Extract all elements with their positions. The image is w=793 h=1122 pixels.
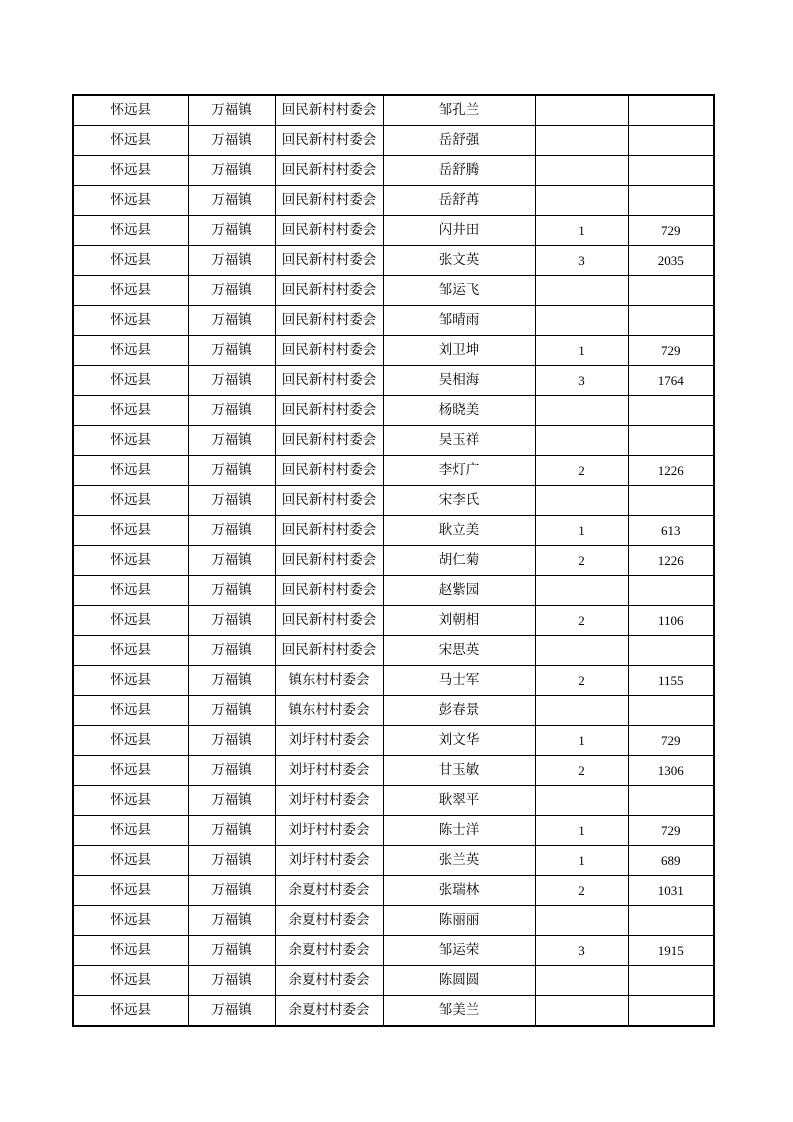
town-cell: 万福镇 <box>188 576 275 606</box>
count-cell <box>535 426 628 456</box>
table-row <box>73 426 714 456</box>
county-cell: 怀远县 <box>73 846 188 876</box>
name-cell: 李灯广 <box>383 456 535 486</box>
amount-cell <box>628 906 714 936</box>
name-cell: 陈丽丽 <box>383 906 535 936</box>
county-cell: 怀远县 <box>73 606 188 636</box>
village-committee-cell: 刘圩村村委会 <box>275 726 383 756</box>
name-cell: 彭春景 <box>383 696 535 726</box>
town-cell: 万福镇 <box>188 366 275 396</box>
village-committee-cell: 余夏村村委会 <box>275 876 383 906</box>
county-cell: 怀远县 <box>73 396 188 426</box>
table-row <box>73 666 714 696</box>
village-committee-cell: 镇东村村委会 <box>275 666 383 696</box>
count-cell <box>535 786 628 816</box>
amount-cell: 1764 <box>628 366 714 396</box>
table-row <box>73 95 714 126</box>
town-cell: 万福镇 <box>188 486 275 516</box>
amount-cell: 1226 <box>628 546 714 576</box>
name-cell: 陈圆圆 <box>383 966 535 996</box>
name-cell: 吴玉祥 <box>383 426 535 456</box>
county-cell: 怀远县 <box>73 456 188 486</box>
village-committee-cell: 刘圩村村委会 <box>275 756 383 786</box>
amount-cell: 1155 <box>628 666 714 696</box>
county-cell: 怀远县 <box>73 186 188 216</box>
name-cell: 岳舒强 <box>383 126 535 156</box>
count-cell: 2 <box>535 876 628 906</box>
count-cell <box>535 126 628 156</box>
village-committee-cell: 刘圩村村委会 <box>275 786 383 816</box>
village-committee-cell: 余夏村村委会 <box>275 966 383 996</box>
town-cell: 万福镇 <box>188 246 275 276</box>
count-cell: 1 <box>535 726 628 756</box>
name-cell: 马士军 <box>383 666 535 696</box>
table-row <box>73 546 714 576</box>
county-cell: 怀远县 <box>73 966 188 996</box>
amount-cell <box>628 95 714 126</box>
name-cell: 宋思英 <box>383 636 535 666</box>
table-row <box>73 126 714 156</box>
amount-cell: 1226 <box>628 456 714 486</box>
amount-cell <box>628 966 714 996</box>
table-row <box>73 366 714 396</box>
county-cell: 怀远县 <box>73 876 188 906</box>
town-cell: 万福镇 <box>188 786 275 816</box>
table-body <box>73 95 714 1026</box>
amount-cell <box>628 396 714 426</box>
name-cell: 耿立美 <box>383 516 535 546</box>
count-cell <box>535 276 628 306</box>
count-cell: 1 <box>535 516 628 546</box>
village-committee-cell: 回民新村村委会 <box>275 276 383 306</box>
count-cell <box>535 306 628 336</box>
count-cell <box>535 486 628 516</box>
amount-cell: 729 <box>628 336 714 366</box>
name-cell: 邹运荣 <box>383 936 535 966</box>
county-cell: 怀远县 <box>73 996 188 1027</box>
table-row <box>73 936 714 966</box>
village-committee-cell: 刘圩村村委会 <box>275 846 383 876</box>
table-row <box>73 726 714 756</box>
village-committee-cell: 回民新村村委会 <box>275 606 383 636</box>
village-committee-cell: 回民新村村委会 <box>275 186 383 216</box>
amount-cell <box>628 186 714 216</box>
name-cell: 邹晴雨 <box>383 306 535 336</box>
county-cell: 怀远县 <box>73 246 188 276</box>
town-cell: 万福镇 <box>188 516 275 546</box>
village-committee-cell: 回民新村村委会 <box>275 516 383 546</box>
count-cell: 3 <box>535 366 628 396</box>
amount-cell <box>628 306 714 336</box>
count-cell: 3 <box>535 246 628 276</box>
village-committee-cell: 回民新村村委会 <box>275 396 383 426</box>
table-row <box>73 456 714 486</box>
amount-cell: 613 <box>628 516 714 546</box>
county-cell: 怀远县 <box>73 576 188 606</box>
amount-cell <box>628 696 714 726</box>
name-cell: 胡仁菊 <box>383 546 535 576</box>
table-row <box>73 306 714 336</box>
table-row <box>73 996 714 1027</box>
name-cell: 宋李氏 <box>383 486 535 516</box>
count-cell: 1 <box>535 336 628 366</box>
town-cell: 万福镇 <box>188 846 275 876</box>
village-committee-cell: 回民新村村委会 <box>275 216 383 246</box>
table-row <box>73 336 714 366</box>
county-cell: 怀远县 <box>73 906 188 936</box>
village-committee-cell: 余夏村村委会 <box>275 906 383 936</box>
county-cell: 怀远县 <box>73 756 188 786</box>
count-cell: 2 <box>535 456 628 486</box>
count-cell <box>535 996 628 1027</box>
table-row <box>73 876 714 906</box>
amount-cell: 1106 <box>628 606 714 636</box>
village-committee-cell: 回民新村村委会 <box>275 336 383 366</box>
count-cell <box>535 576 628 606</box>
town-cell: 万福镇 <box>188 456 275 486</box>
town-cell: 万福镇 <box>188 996 275 1027</box>
name-cell: 杨晓美 <box>383 396 535 426</box>
county-cell: 怀远县 <box>73 936 188 966</box>
county-cell: 怀远县 <box>73 306 188 336</box>
name-cell: 张兰英 <box>383 846 535 876</box>
count-cell <box>535 636 628 666</box>
amount-cell <box>628 486 714 516</box>
table-row <box>73 156 714 186</box>
village-committee-cell: 回民新村村委会 <box>275 486 383 516</box>
town-cell: 万福镇 <box>188 156 275 186</box>
county-cell: 怀远县 <box>73 336 188 366</box>
name-cell: 陈士洋 <box>383 816 535 846</box>
table-row <box>73 756 714 786</box>
amount-cell <box>628 426 714 456</box>
table-row <box>73 636 714 666</box>
table-row <box>73 396 714 426</box>
amount-cell: 1031 <box>628 876 714 906</box>
amount-cell <box>628 636 714 666</box>
county-cell: 怀远县 <box>73 426 188 456</box>
town-cell: 万福镇 <box>188 966 275 996</box>
county-cell: 怀远县 <box>73 786 188 816</box>
town-cell: 万福镇 <box>188 906 275 936</box>
table-row <box>73 576 714 606</box>
town-cell: 万福镇 <box>188 756 275 786</box>
name-cell: 张文英 <box>383 246 535 276</box>
name-cell: 邹运飞 <box>383 276 535 306</box>
town-cell: 万福镇 <box>188 546 275 576</box>
amount-cell: 729 <box>628 726 714 756</box>
town-cell: 万福镇 <box>188 726 275 756</box>
village-committee-cell: 回民新村村委会 <box>275 636 383 666</box>
name-cell: 闪井田 <box>383 216 535 246</box>
town-cell: 万福镇 <box>188 216 275 246</box>
county-cell: 怀远县 <box>73 276 188 306</box>
table-row <box>73 846 714 876</box>
amount-cell: 2035 <box>628 246 714 276</box>
town-cell: 万福镇 <box>188 126 275 156</box>
table-row <box>73 246 714 276</box>
name-cell: 刘朝相 <box>383 606 535 636</box>
count-cell <box>535 396 628 426</box>
town-cell: 万福镇 <box>188 396 275 426</box>
village-committee-cell: 回民新村村委会 <box>275 306 383 336</box>
name-cell: 邹美兰 <box>383 996 535 1027</box>
count-cell: 2 <box>535 666 628 696</box>
count-cell: 2 <box>535 756 628 786</box>
village-committee-cell: 余夏村村委会 <box>275 996 383 1027</box>
amount-cell <box>628 126 714 156</box>
town-cell: 万福镇 <box>188 606 275 636</box>
county-cell: 怀远县 <box>73 126 188 156</box>
village-committee-cell: 镇东村村委会 <box>275 696 383 726</box>
count-cell <box>535 186 628 216</box>
amount-cell: 1915 <box>628 936 714 966</box>
amount-cell <box>628 276 714 306</box>
count-cell: 2 <box>535 546 628 576</box>
village-committee-cell: 回民新村村委会 <box>275 426 383 456</box>
amount-cell: 729 <box>628 816 714 846</box>
county-cell: 怀远县 <box>73 156 188 186</box>
name-cell: 赵紫园 <box>383 576 535 606</box>
town-cell: 万福镇 <box>188 666 275 696</box>
count-cell <box>535 156 628 186</box>
county-cell: 怀远县 <box>73 516 188 546</box>
count-cell <box>535 906 628 936</box>
table-row <box>73 966 714 996</box>
town-cell: 万福镇 <box>188 306 275 336</box>
count-cell <box>535 95 628 126</box>
county-cell: 怀远县 <box>73 816 188 846</box>
count-cell: 2 <box>535 606 628 636</box>
name-cell: 邹孔兰 <box>383 95 535 126</box>
county-cell: 怀远县 <box>73 216 188 246</box>
name-cell: 甘玉敏 <box>383 756 535 786</box>
town-cell: 万福镇 <box>188 636 275 666</box>
count-cell <box>535 966 628 996</box>
town-cell: 万福镇 <box>188 876 275 906</box>
county-cell: 怀远县 <box>73 486 188 516</box>
village-committee-cell: 回民新村村委会 <box>275 366 383 396</box>
amount-cell <box>628 156 714 186</box>
name-cell: 耿翠平 <box>383 786 535 816</box>
table-row <box>73 216 714 246</box>
town-cell: 万福镇 <box>188 936 275 966</box>
amount-cell: 729 <box>628 216 714 246</box>
count-cell: 1 <box>535 216 628 246</box>
table-row <box>73 816 714 846</box>
name-cell: 张瑞林 <box>383 876 535 906</box>
village-committee-cell: 回民新村村委会 <box>275 246 383 276</box>
table-row <box>73 906 714 936</box>
village-committee-cell: 余夏村村委会 <box>275 936 383 966</box>
town-cell: 万福镇 <box>188 426 275 456</box>
table-row <box>73 786 714 816</box>
amount-cell <box>628 576 714 606</box>
data-table <box>72 94 715 1027</box>
name-cell: 岳舒腾 <box>383 156 535 186</box>
name-cell: 吴相海 <box>383 366 535 396</box>
table-row <box>73 606 714 636</box>
county-cell: 怀远县 <box>73 95 188 126</box>
town-cell: 万福镇 <box>188 816 275 846</box>
name-cell: 刘卫坤 <box>383 336 535 366</box>
name-cell: 岳舒苒 <box>383 186 535 216</box>
name-cell: 刘文华 <box>383 726 535 756</box>
table-row <box>73 696 714 726</box>
town-cell: 万福镇 <box>188 336 275 366</box>
amount-cell <box>628 996 714 1027</box>
amount-cell <box>628 786 714 816</box>
village-committee-cell: 回民新村村委会 <box>275 126 383 156</box>
town-cell: 万福镇 <box>188 186 275 216</box>
county-cell: 怀远县 <box>73 546 188 576</box>
county-cell: 怀远县 <box>73 666 188 696</box>
county-cell: 怀远县 <box>73 636 188 666</box>
table-row <box>73 276 714 306</box>
village-committee-cell: 回民新村村委会 <box>275 456 383 486</box>
village-committee-cell: 回民新村村委会 <box>275 156 383 186</box>
county-cell: 怀远县 <box>73 726 188 756</box>
village-committee-cell: 回民新村村委会 <box>275 576 383 606</box>
town-cell: 万福镇 <box>188 696 275 726</box>
village-committee-cell: 回民新村村委会 <box>275 546 383 576</box>
town-cell: 万福镇 <box>188 276 275 306</box>
amount-cell: 1306 <box>628 756 714 786</box>
table-row <box>73 516 714 546</box>
village-committee-cell: 刘圩村村委会 <box>275 816 383 846</box>
count-cell: 3 <box>535 936 628 966</box>
amount-cell: 689 <box>628 846 714 876</box>
table-row <box>73 186 714 216</box>
county-cell: 怀远县 <box>73 696 188 726</box>
count-cell: 1 <box>535 816 628 846</box>
count-cell: 1 <box>535 846 628 876</box>
town-cell: 万福镇 <box>188 95 275 126</box>
table-row <box>73 486 714 516</box>
count-cell <box>535 696 628 726</box>
county-cell: 怀远县 <box>73 366 188 396</box>
village-committee-cell: 回民新村村委会 <box>275 95 383 126</box>
